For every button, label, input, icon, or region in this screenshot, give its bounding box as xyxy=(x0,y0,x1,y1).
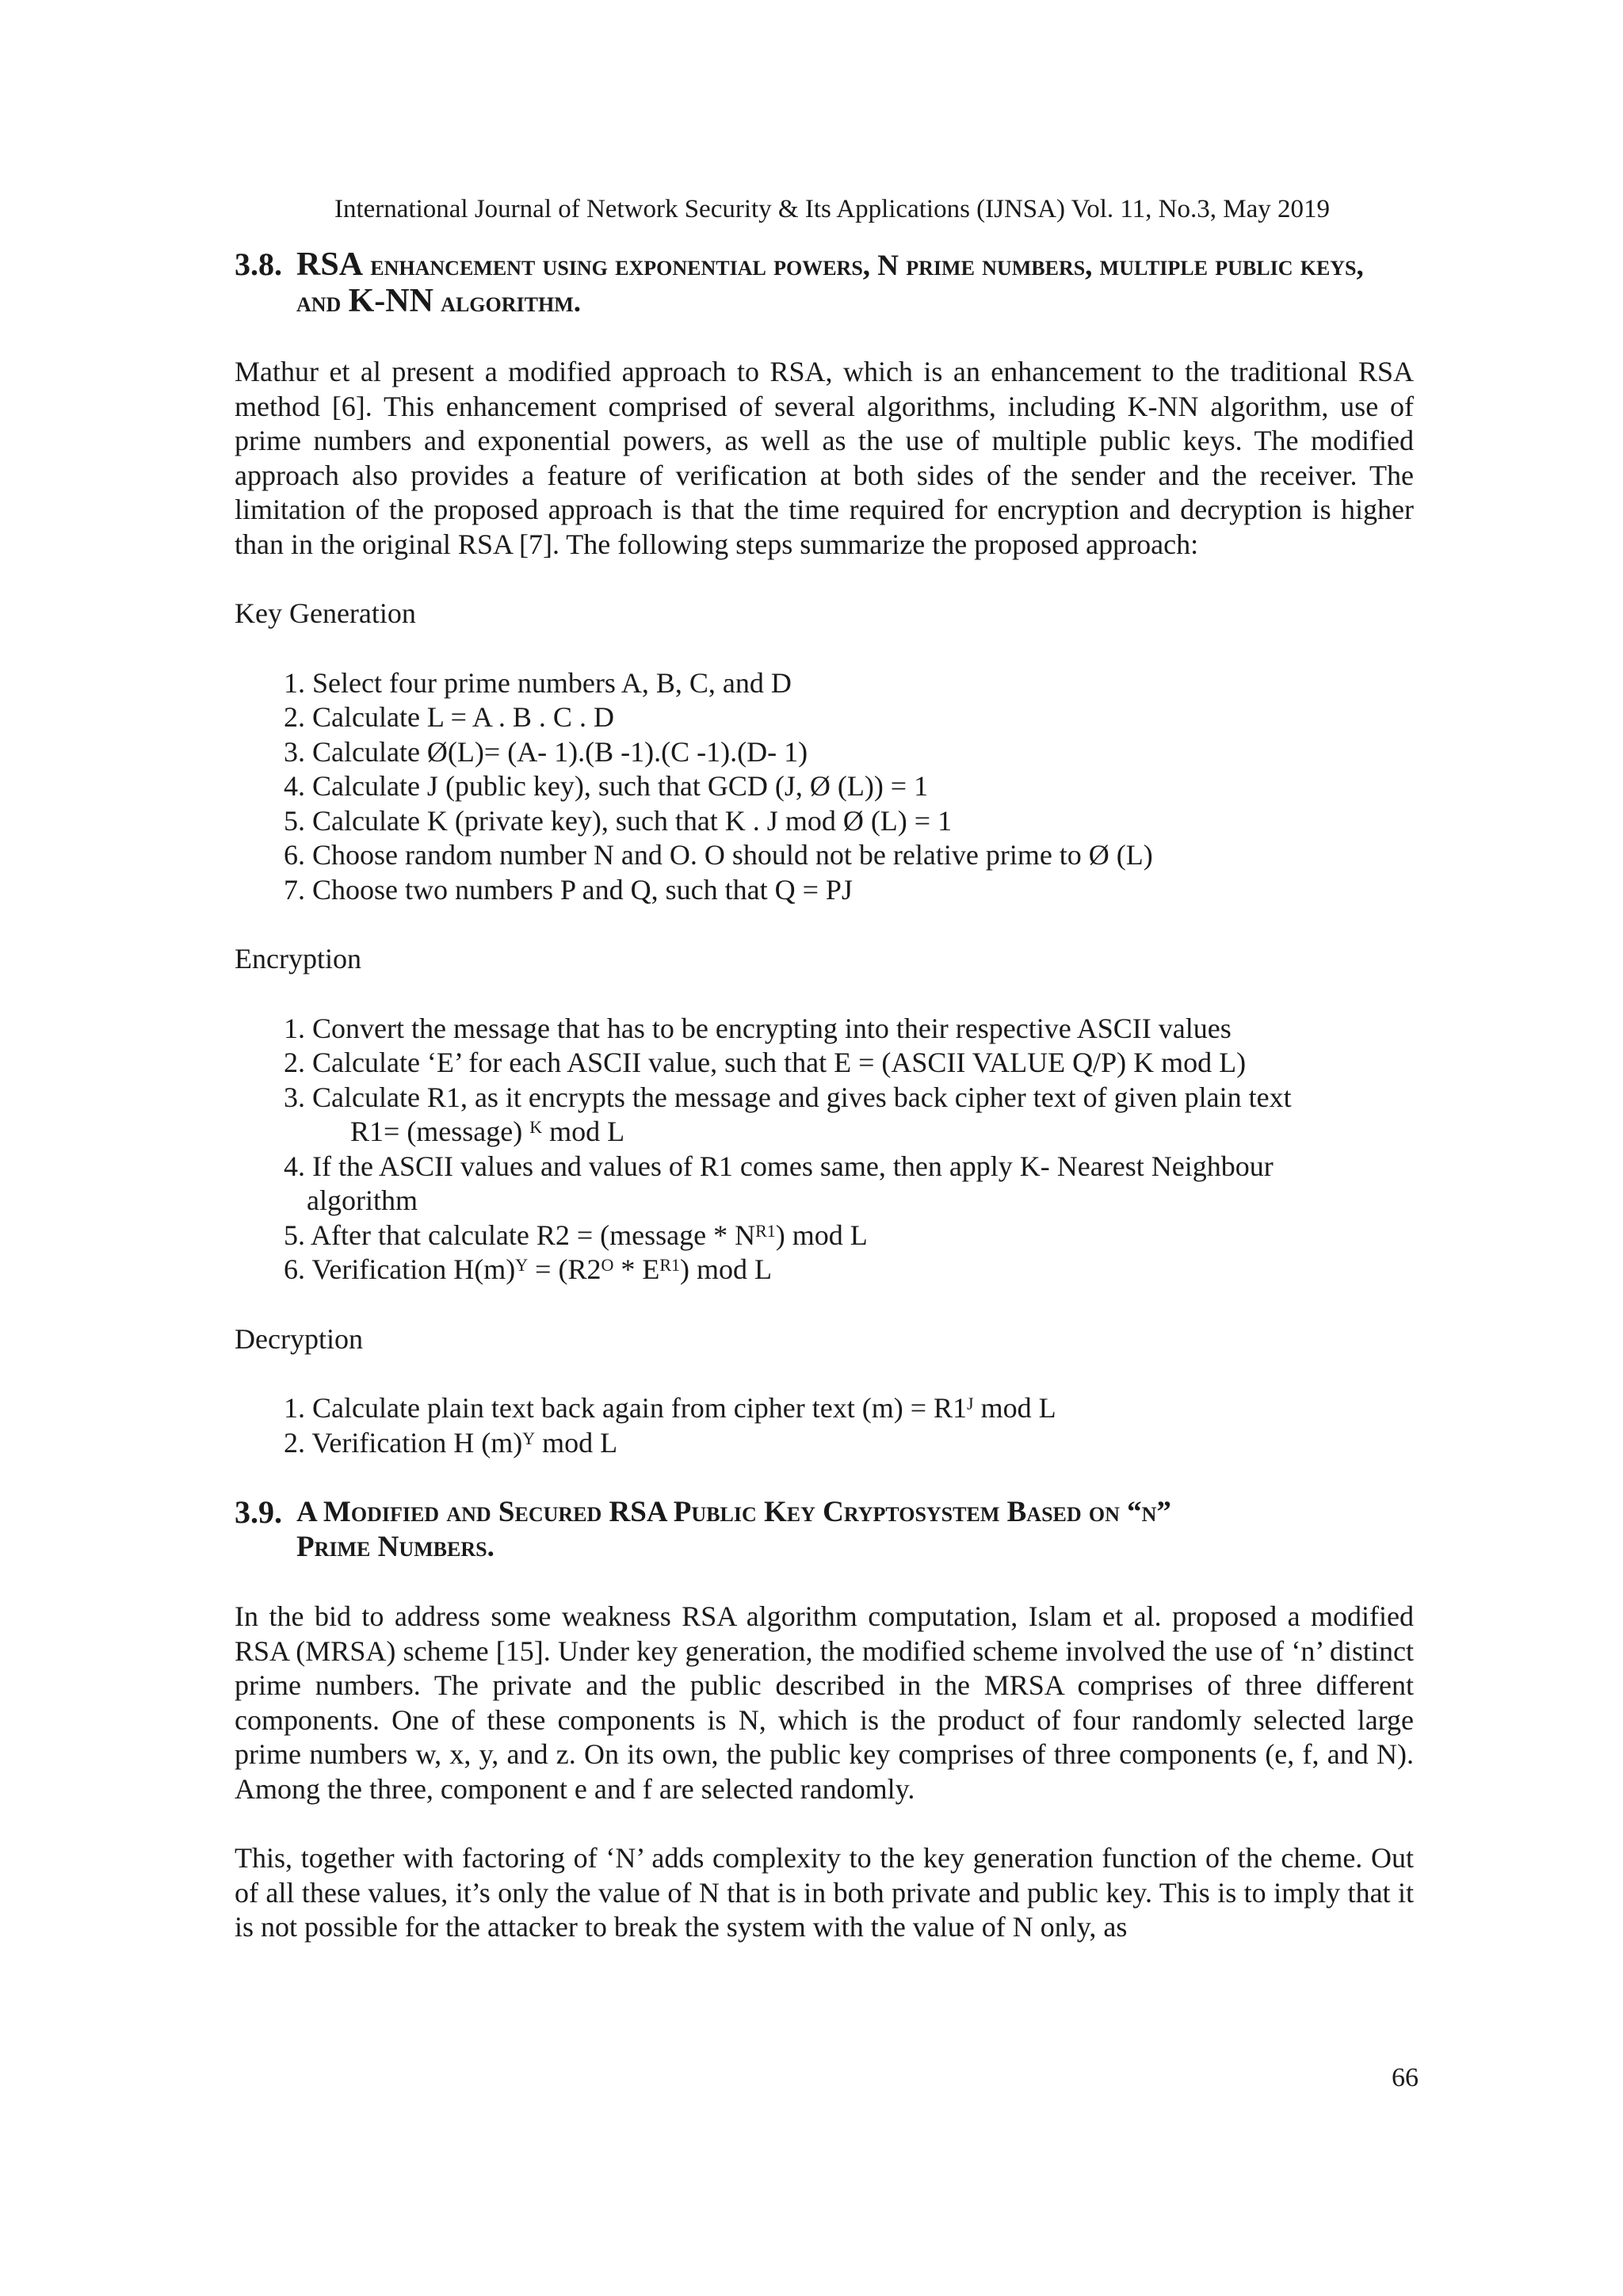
formula-text: mod L xyxy=(973,1392,1056,1424)
list-item xyxy=(284,1426,1414,1461)
formula-text: = (R2 xyxy=(528,1253,601,1285)
formula-text: mod L xyxy=(542,1116,625,1147)
list-item: 3. Calculate Ø(L)= (A- 1).(B -1).(C -1).(D- 1) xyxy=(284,735,808,768)
formula-text: * E xyxy=(613,1253,660,1285)
formula-text: 6. Verification H(m) xyxy=(284,1253,516,1285)
section-3-8-paragraph: Mathur et al present a modified approach to RSA, which is an enhancement to the traditional RSA method [6]. This enhancement comprised of several algorithms, including K-NN algorithm, use of prime numbers and exponential powers, as well as the use of multiple public keys. The modified approach also provides a feature of verification at both sides of the sender and the receiver. The limitation of the proposed approach is that the time required for encryption and decryption is higher than in the original RSA [7]. The following steps summarize the proposed approach: xyxy=(235,356,1414,560)
title-part: N xyxy=(877,250,899,282)
section-3-8-heading xyxy=(235,247,1414,320)
formula-text: mod L xyxy=(535,1426,618,1459)
list-item-continuation: algorithm xyxy=(307,1184,418,1216)
title-part: RSA xyxy=(296,246,364,283)
list-item: 1. Select four prime numbers A, B, C, and D xyxy=(284,666,792,699)
title-line: A Modified and Secured RSA Public Key Cryptosystem Based on “n” xyxy=(296,1496,1171,1528)
section-3-9-paragraph-2: This, together with factoring of ‘N’ adds complexity to the key generation function of the cheme. Out of all these values, it’s only the value of N that is in both private and public key. This is to imply that it is not possible for the attacker to break the system with the value of N only, as xyxy=(235,1842,1414,1943)
list-item xyxy=(284,1219,1414,1253)
key-generation-steps xyxy=(235,666,1414,908)
list-item: 6. Choose random number N and O. O should not be relative prime to Ø (L) xyxy=(284,839,1153,871)
section-title xyxy=(296,247,1414,320)
section-title xyxy=(296,1495,1414,1565)
page-content xyxy=(235,247,1414,1945)
list-item: 3. Calculate R1, as it encrypts the message and gives back cipher text of given plain text xyxy=(284,1081,1292,1113)
title-part: K-NN xyxy=(348,283,433,319)
superscript: K xyxy=(529,1117,543,1137)
section-number: 3.9. xyxy=(235,1494,282,1530)
encryption-heading: Encryption xyxy=(235,943,361,974)
formula-text: R1= (message) xyxy=(350,1116,530,1147)
list-item: 4. If the ASCII values and values of R1 comes same, then apply K- Nearest Neighbour xyxy=(284,1150,1274,1182)
superscript: R1 xyxy=(755,1220,776,1241)
superscript: R1 xyxy=(659,1255,681,1275)
title-part: enhancement using exponential powers, xyxy=(363,250,878,282)
title-part: prime numbers, multiple public keys, and xyxy=(296,250,1364,318)
formula-text: ) mod L xyxy=(775,1219,868,1251)
decryption-steps xyxy=(235,1391,1414,1460)
encryption-steps xyxy=(235,1012,1414,1287)
superscript: Y xyxy=(522,1428,536,1448)
formula-text: 1. Calculate plain text back again from cipher text (m) = R1 xyxy=(284,1392,968,1424)
formula-text: 2. Verification H (m) xyxy=(284,1426,523,1459)
section-3-9-paragraph-1: In the bid to address some weakness RSA algorithm computation, Islam et al. proposed a modified RSA (MRSA) scheme [15]. Under key generation, the modified scheme involved the use of ‘n’ distinct prime numbers. The private and the public described in the MRSA comprises of three different components. One of these components is N, which is the product of four randomly selected large prime numbers w, x, y, and z. On its own, the public key comprises of three components (e, f, and N). Among the three, component e and f are selected randomly. xyxy=(235,1600,1414,1805)
list-item: 2. Calculate L = A . B . C . D xyxy=(284,701,614,733)
list-item: 1. Convert the message that has to be encrypting into their respective ASCII values xyxy=(284,1012,1232,1044)
superscript: O xyxy=(601,1255,614,1275)
list-item: 5. Calculate K (private key), such that K . J mod Ø (L) = 1 xyxy=(284,804,953,837)
section-3-9-heading xyxy=(235,1495,1414,1565)
formula-text: 5. After that calculate R2 = (message * N xyxy=(284,1219,756,1251)
list-item xyxy=(284,1391,1414,1426)
superscript: Y xyxy=(515,1255,529,1275)
section-number: 3.8. xyxy=(235,246,282,282)
list-item xyxy=(284,1253,1414,1287)
title-line: Prime Numbers. xyxy=(296,1531,495,1563)
decryption-heading: Decryption xyxy=(235,1322,363,1355)
list-item: 4. Calculate J (public key), such that GCD (J, Ø (L)) = 1 xyxy=(284,770,929,802)
list-item: 2. Calculate ‘E’ for each ASCII value, such that E = (ASCII VALUE Q/P) K mod L) xyxy=(284,1047,1247,1078)
running-header: International Journal of Network Security & Its Applications (IJNSA) Vol. 11, No.3, May 2019 xyxy=(334,195,1330,223)
formula-line xyxy=(284,1115,1414,1150)
key-generation-heading: Key Generation xyxy=(235,597,416,629)
formula-text: ) mod L xyxy=(680,1253,773,1285)
superscript: J xyxy=(967,1394,974,1413)
list-item: 7. Choose two numbers P and Q, such that Q = PJ xyxy=(284,873,853,906)
page-number: 66 xyxy=(1392,2063,1419,2092)
title-part: algorithm. xyxy=(433,286,581,318)
